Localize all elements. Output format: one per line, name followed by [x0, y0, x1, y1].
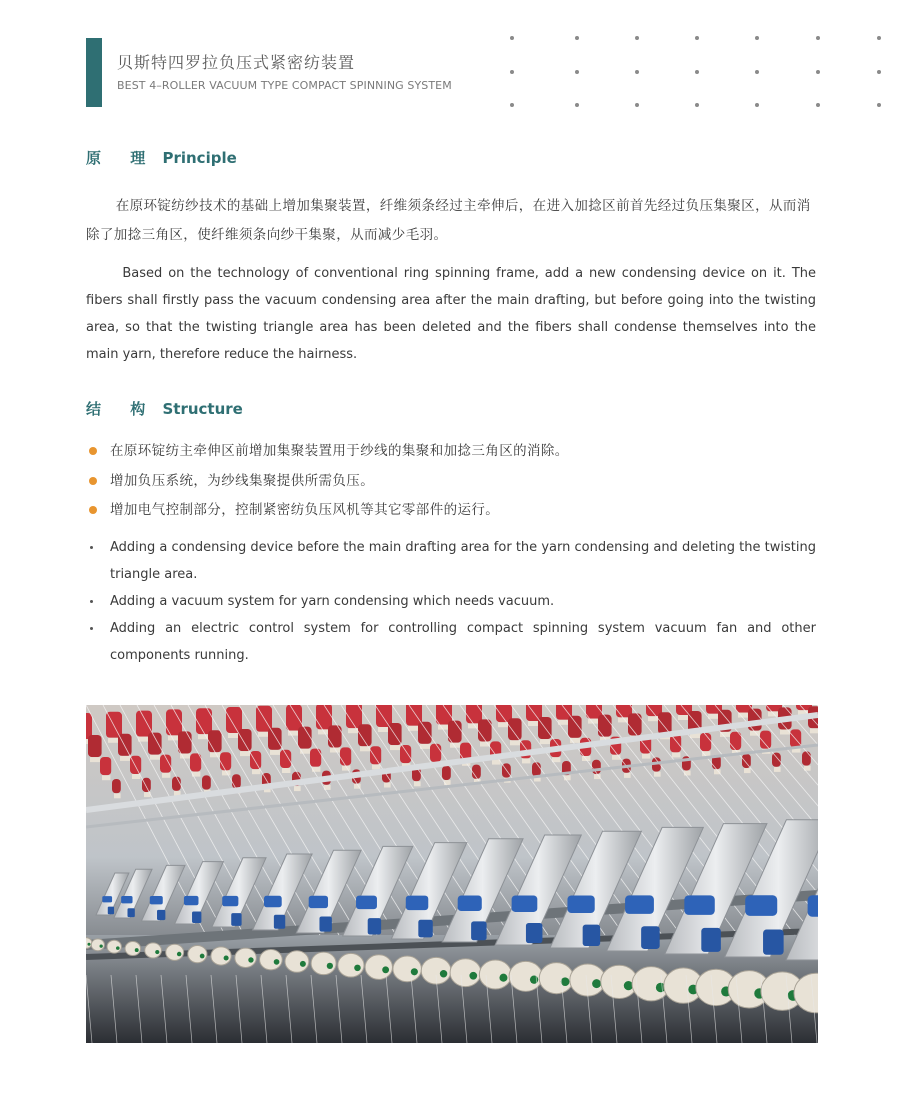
bullet-dot-icon [89, 447, 97, 455]
structure-heading [86, 398, 243, 419]
decorative-dot [755, 70, 759, 74]
structure-heading-en: Structure [162, 400, 243, 418]
decorative-dot [877, 36, 881, 40]
decorative-dot [635, 70, 639, 74]
principle-text-cn: 在原环锭纺纱技术的基础上增加集聚装置，纤维须条经过主牵伸后，在进入加捻区前首先经过负压集聚区，从而消除了加捻三角区，使纤维须条向纱干集聚，从而减少毛羽。 [86, 198, 811, 243]
decorative-dot [816, 70, 820, 74]
header-title-en: BEST 4–ROLLER VACUUM TYPE COMPACT SPINNING SYSTEM [117, 79, 452, 92]
bullet-dot-icon [89, 506, 97, 514]
decorative-dot [635, 103, 639, 107]
decorative-dot [816, 103, 820, 107]
principle-heading-cn: 原 理 [86, 149, 158, 167]
list-item-text: Adding an electric control system for controlling compact spinning system vacuum fan and other components running. [110, 621, 816, 663]
decorative-dot [510, 36, 514, 40]
decorative-dot [510, 70, 514, 74]
decorative-dot [695, 36, 699, 40]
decorative-dot [695, 70, 699, 74]
decorative-dot [635, 36, 639, 40]
list-item [86, 615, 816, 669]
decorative-dot [575, 36, 579, 40]
list-item-text: Adding a condensing device before the main drafting area for the yarn condensing and deleting the twisting triangle area. [110, 540, 816, 582]
decorative-dot-grid [505, 33, 895, 113]
header-title-cn: 贝斯特四罗拉负压式紧密纺装置 [117, 53, 356, 72]
list-item [86, 588, 816, 615]
decorative-dot [510, 103, 514, 107]
spinning-machine-photo [86, 705, 818, 1043]
list-item [86, 440, 569, 470]
structure-heading-cn: 结 构 [86, 400, 158, 418]
bullet-dot-icon [90, 600, 93, 603]
principle-text-en: Based on the technology of conventional ring spinning frame, add a new condensing device on it. The fibers shall firstly pass the vacuum condensing area after the main drafting, but before going into the twisting area, so that the twisting triangle area has been deleted and the fibers shall condense themselves into the main yarn, therefore reduce the hairness. [86, 266, 816, 362]
structure-bullets-cn [86, 440, 569, 529]
header-accent-bar [86, 38, 102, 107]
structure-bullets-en [86, 534, 816, 669]
decorative-dot [877, 70, 881, 74]
decorative-dot [816, 36, 820, 40]
list-item [86, 470, 569, 500]
principle-heading-en: Principle [162, 149, 237, 167]
decorative-dot [575, 70, 579, 74]
bullet-dot-icon [90, 546, 93, 549]
bullet-dot-icon [90, 627, 93, 630]
list-item [86, 534, 816, 588]
decorative-dot [575, 103, 579, 107]
decorative-dot [755, 36, 759, 40]
decorative-dot [877, 103, 881, 107]
list-item-text: 增加电气控制部分，控制紧密纺负压风机等其它零部件的运行。 [110, 502, 500, 518]
decorative-dot [695, 103, 699, 107]
decorative-dot [755, 103, 759, 107]
principle-heading [86, 147, 237, 168]
list-item [86, 499, 569, 529]
list-item-text: Adding a vacuum system for yarn condensing which needs vacuum. [110, 594, 555, 609]
list-item-text: 增加负压系统，为纱线集聚提供所需负压。 [110, 472, 375, 489]
bullet-dot-icon [89, 477, 97, 485]
list-item-text: 在原环锭纺主牵伸区前增加集聚装置用于纱线的集聚和加捻三角区的消除。 [110, 443, 569, 459]
